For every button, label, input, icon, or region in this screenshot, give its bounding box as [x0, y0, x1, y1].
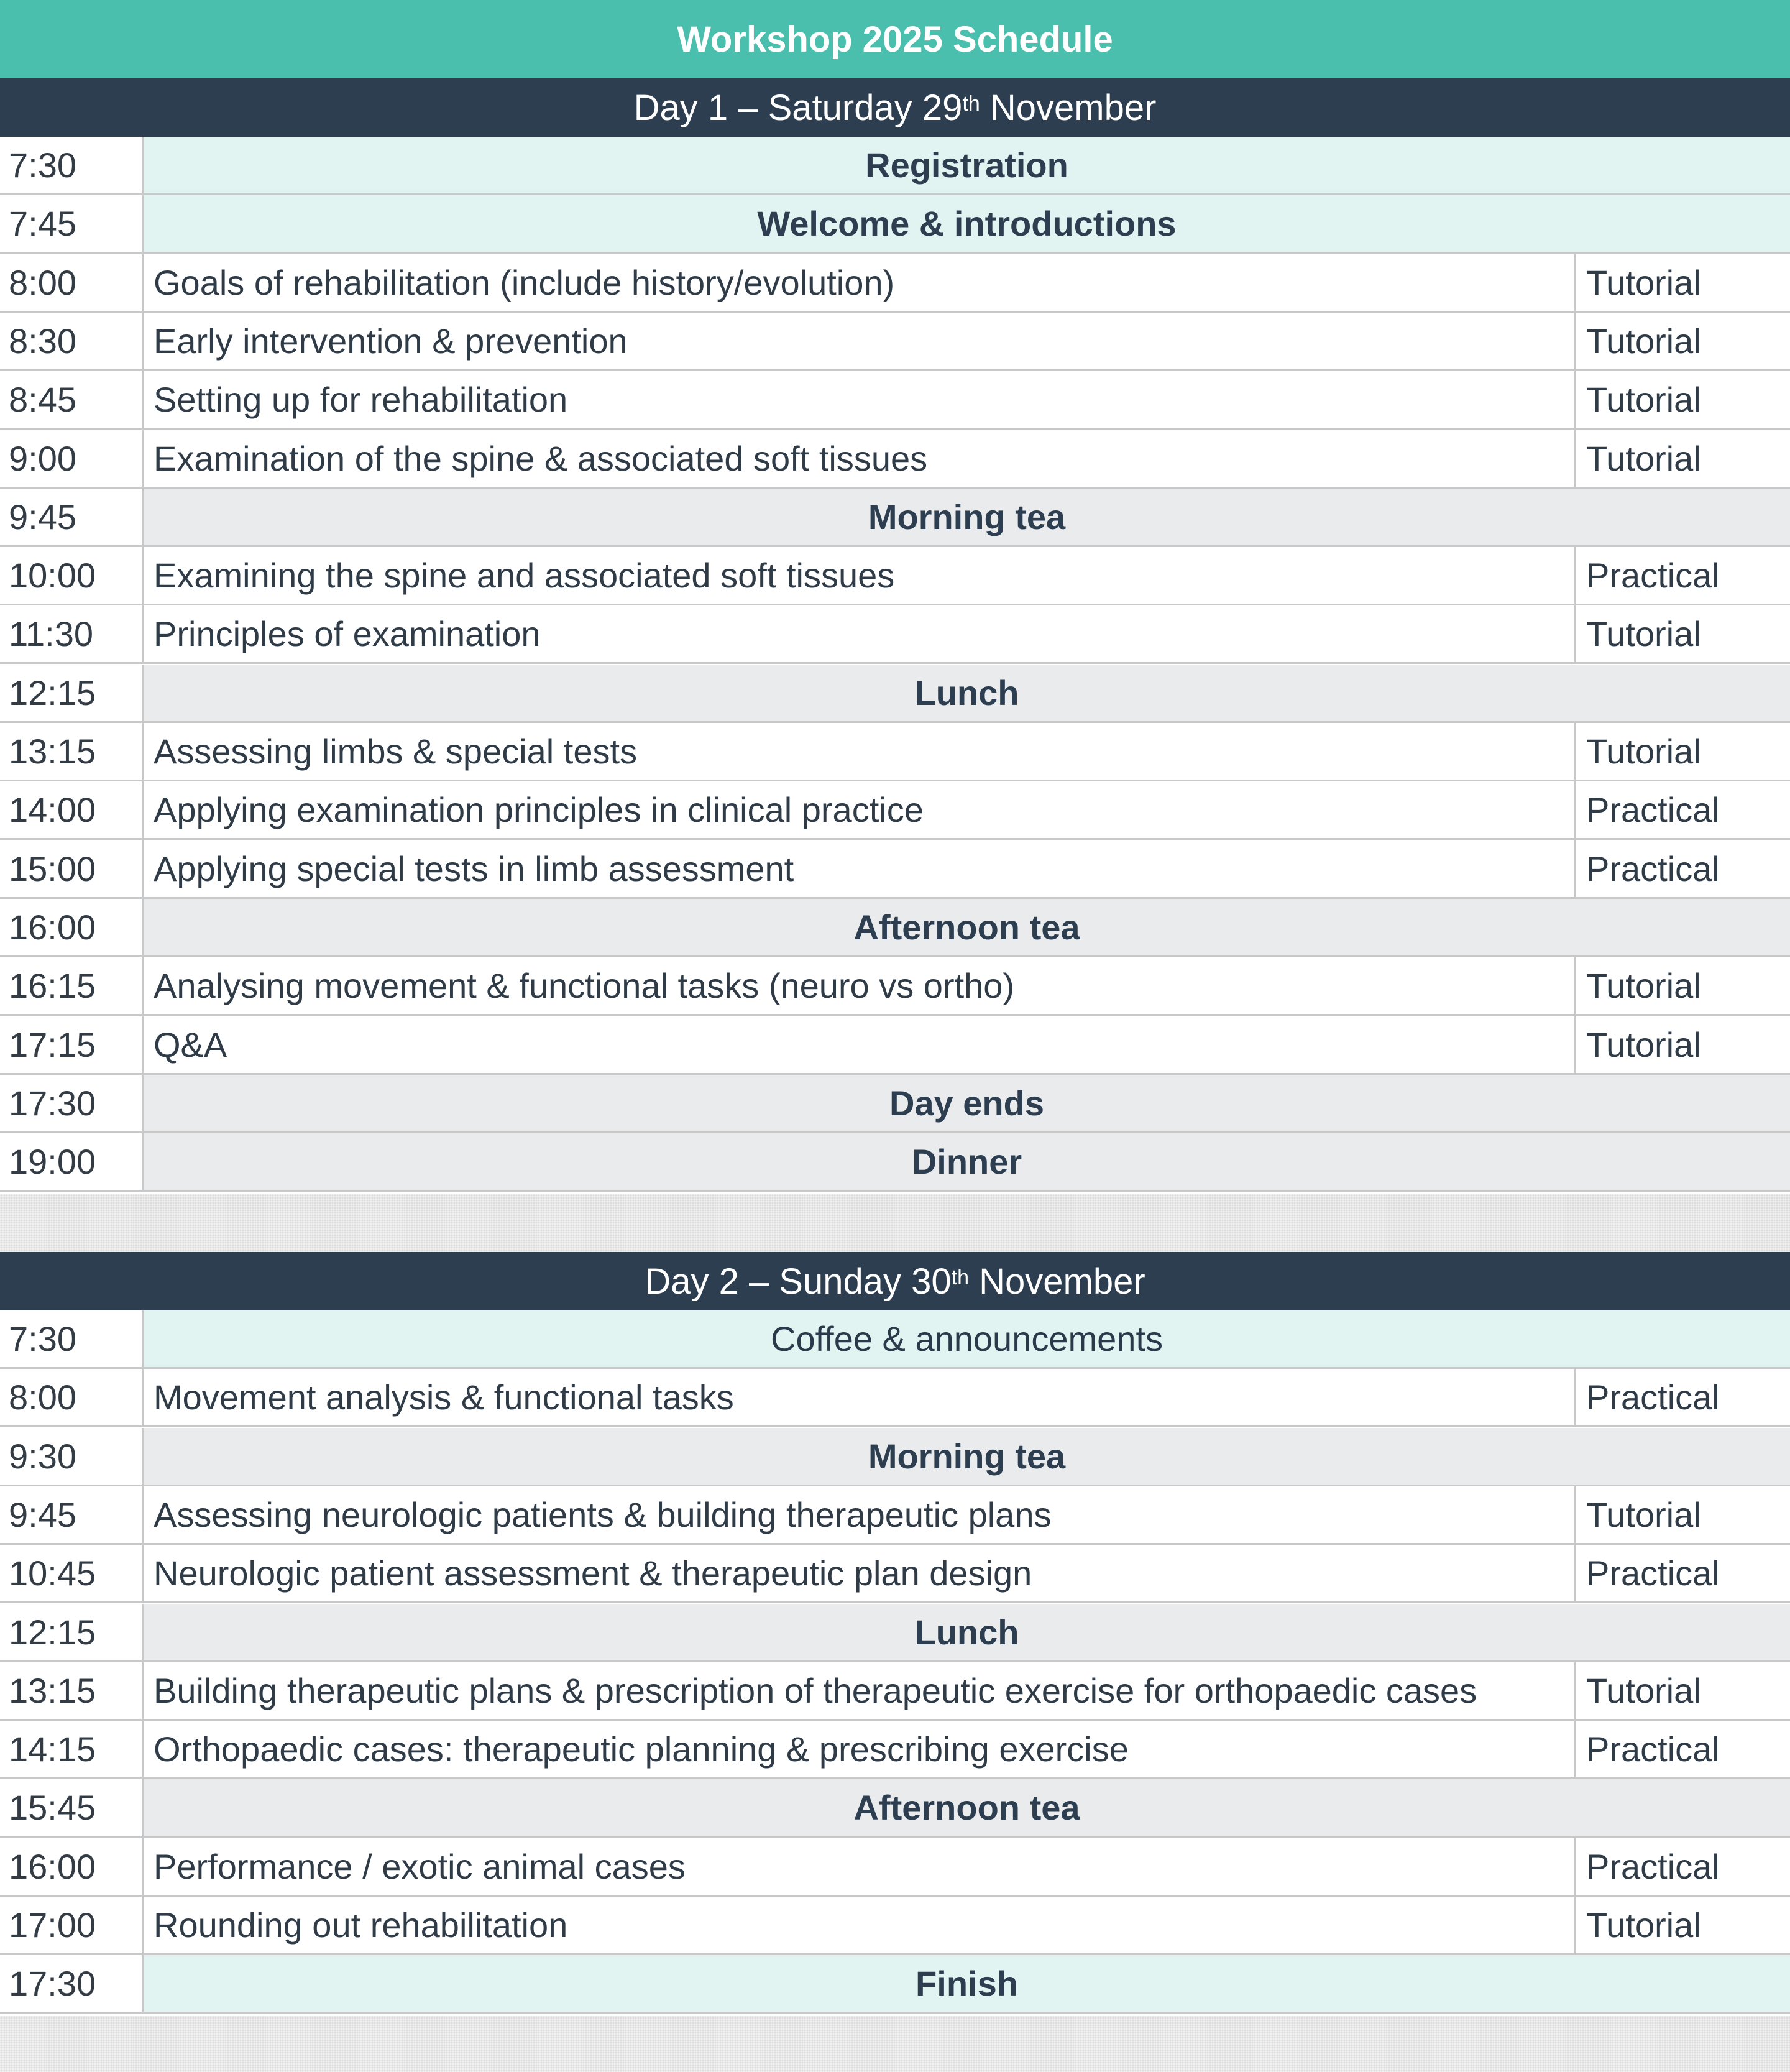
break-row — [0, 1604, 1790, 1662]
session-time: 9:30 — [0, 1428, 144, 1485]
session-row — [0, 1016, 1790, 1075]
session-time: 17:00 — [0, 1897, 144, 1953]
session-row — [0, 957, 1790, 1016]
session-time: 15:00 — [0, 840, 144, 897]
session-type: Practical — [1586, 1729, 1720, 1769]
session-time: 14:15 — [0, 1721, 144, 1777]
session-time: 8:45 — [0, 371, 144, 428]
session-row — [0, 723, 1790, 781]
day-header-ordinal: th — [962, 92, 980, 116]
session-title: Movement analysis & functional tasks — [144, 1369, 1576, 1425]
session-title: Neurologic patient assessment & therapeutic plan design — [144, 1545, 1576, 1601]
session-title: Examining the spine and associated soft tissues — [144, 547, 1576, 604]
session-row — [0, 430, 1790, 489]
session-type: Practical — [1586, 1378, 1720, 1417]
session-time: 14:00 — [0, 781, 144, 838]
session-banner: Morning tea — [144, 1428, 1790, 1485]
break-row — [0, 899, 1790, 957]
session-banner: Lunch — [144, 665, 1790, 721]
break-row — [0, 1428, 1790, 1486]
session-time: 8:00 — [0, 254, 144, 311]
day-header-ordinal: th — [951, 1266, 970, 1289]
session-time: 7:45 — [0, 195, 144, 252]
session-time: 11:30 — [0, 605, 144, 662]
session-time: 7:30 — [0, 137, 144, 193]
session-banner: Afternoon tea — [144, 1779, 1790, 1836]
session-type: Tutorial — [1586, 1025, 1701, 1064]
break-row — [0, 1075, 1790, 1133]
session-title: Early intervention & prevention — [144, 313, 1576, 369]
session-type: Tutorial — [1586, 1905, 1701, 1945]
session-type: Practical — [1586, 790, 1720, 829]
session-type: Practical — [1586, 1847, 1720, 1886]
session-banner: Coffee & announcements — [144, 1310, 1790, 1367]
session-title: Q&A — [144, 1016, 1576, 1073]
break-row — [0, 1133, 1790, 1192]
session-type: Tutorial — [1586, 1495, 1701, 1534]
session-type: Tutorial — [1586, 439, 1701, 478]
session-banner: Registration — [144, 137, 1790, 193]
day-header-month: November — [980, 87, 1157, 128]
section-spacer — [0, 1194, 1790, 1252]
session-row — [0, 313, 1790, 371]
break-row — [0, 195, 1790, 254]
session-title: Building therapeutic plans & prescription of therapeutic exercise for orthopaedic cases — [144, 1662, 1576, 1719]
schedule-title: Workshop 2025 Schedule — [0, 0, 1790, 78]
session-type: Tutorial — [1586, 732, 1701, 771]
break-row — [0, 1310, 1790, 1369]
session-row — [0, 840, 1790, 899]
session-time: 16:15 — [0, 957, 144, 1014]
session-title: Setting up for rehabilitation — [144, 371, 1576, 428]
session-time: 8:30 — [0, 313, 144, 369]
session-time: 16:00 — [0, 1838, 144, 1895]
session-title: Applying special tests in limb assessment — [144, 840, 1576, 897]
session-banner: Finish — [144, 1955, 1790, 2012]
session-type: Practical — [1586, 1554, 1720, 1593]
session-type: Tutorial — [1586, 614, 1701, 653]
session-title: Examination of the spine & associated soft tissues — [144, 430, 1576, 487]
day-header-month: November — [969, 1261, 1145, 1302]
session-time: 17:15 — [0, 1016, 144, 1073]
session-banner: Dinner — [144, 1133, 1790, 1190]
session-time: 9:45 — [0, 1486, 144, 1543]
session-banner: Welcome & introductions — [144, 195, 1790, 252]
session-row — [0, 254, 1790, 313]
session-row — [0, 1721, 1790, 1779]
day-header — [0, 78, 1790, 137]
session-banner: Day ends — [144, 1075, 1790, 1131]
session-row — [0, 1545, 1790, 1603]
session-row — [0, 371, 1790, 430]
session-time: 13:15 — [0, 723, 144, 780]
break-row — [0, 489, 1790, 547]
session-time: 19:00 — [0, 1133, 144, 1190]
session-row — [0, 1838, 1790, 1897]
day-header-label: Day 2 – Sunday 30 — [645, 1261, 952, 1302]
session-title: Principles of examination — [144, 605, 1576, 662]
session-time: 12:15 — [0, 1604, 144, 1660]
session-banner: Afternoon tea — [144, 899, 1790, 955]
session-row — [0, 781, 1790, 840]
session-title: Rounding out rehabilitation — [144, 1897, 1576, 1953]
session-time: 9:00 — [0, 430, 144, 487]
session-type: Tutorial — [1586, 321, 1701, 361]
session-title: Goals of rehabilitation (include history/evolution) — [144, 254, 1576, 311]
session-type: Tutorial — [1586, 380, 1701, 419]
session-row — [0, 1369, 1790, 1427]
day-header-label: Day 1 – Saturday 29 — [633, 87, 963, 128]
session-time: 17:30 — [0, 1955, 144, 2012]
session-time: 17:30 — [0, 1075, 144, 1131]
session-title: Performance / exotic animal cases — [144, 1838, 1576, 1895]
section-spacer — [0, 2016, 1790, 2072]
session-row — [0, 547, 1790, 605]
break-row — [0, 1779, 1790, 1838]
break-row — [0, 665, 1790, 723]
session-time: 16:00 — [0, 899, 144, 955]
session-title: Applying examination principles in clinical practice — [144, 781, 1576, 838]
session-row — [0, 1486, 1790, 1545]
session-time: 15:45 — [0, 1779, 144, 1836]
session-row — [0, 605, 1790, 664]
session-type: Tutorial — [1586, 263, 1701, 302]
session-title: Orthopaedic cases: therapeutic planning & prescribing exercise — [144, 1721, 1576, 1777]
session-time: 12:15 — [0, 665, 144, 721]
session-time: 13:15 — [0, 1662, 144, 1719]
session-banner: Lunch — [144, 1604, 1790, 1660]
session-time: 10:45 — [0, 1545, 144, 1601]
session-title: Assessing neurologic patients & building therapeutic plans — [144, 1486, 1576, 1543]
session-type: Practical — [1586, 849, 1720, 888]
session-row — [0, 1897, 1790, 1955]
session-row — [0, 1662, 1790, 1721]
session-time: 7:30 — [0, 1310, 144, 1367]
day-header — [0, 1252, 1790, 1310]
session-time: 8:00 — [0, 1369, 144, 1425]
session-time: 9:45 — [0, 489, 144, 545]
session-time: 10:00 — [0, 547, 144, 604]
session-type: Tutorial — [1586, 1671, 1701, 1710]
break-row — [0, 1955, 1790, 2014]
session-title: Analysing movement & functional tasks (neuro vs ortho) — [144, 957, 1576, 1014]
session-type: Tutorial — [1586, 966, 1701, 1005]
session-title: Assessing limbs & special tests — [144, 723, 1576, 780]
session-type: Practical — [1586, 556, 1720, 595]
session-banner: Morning tea — [144, 489, 1790, 545]
break-row — [0, 137, 1790, 195]
